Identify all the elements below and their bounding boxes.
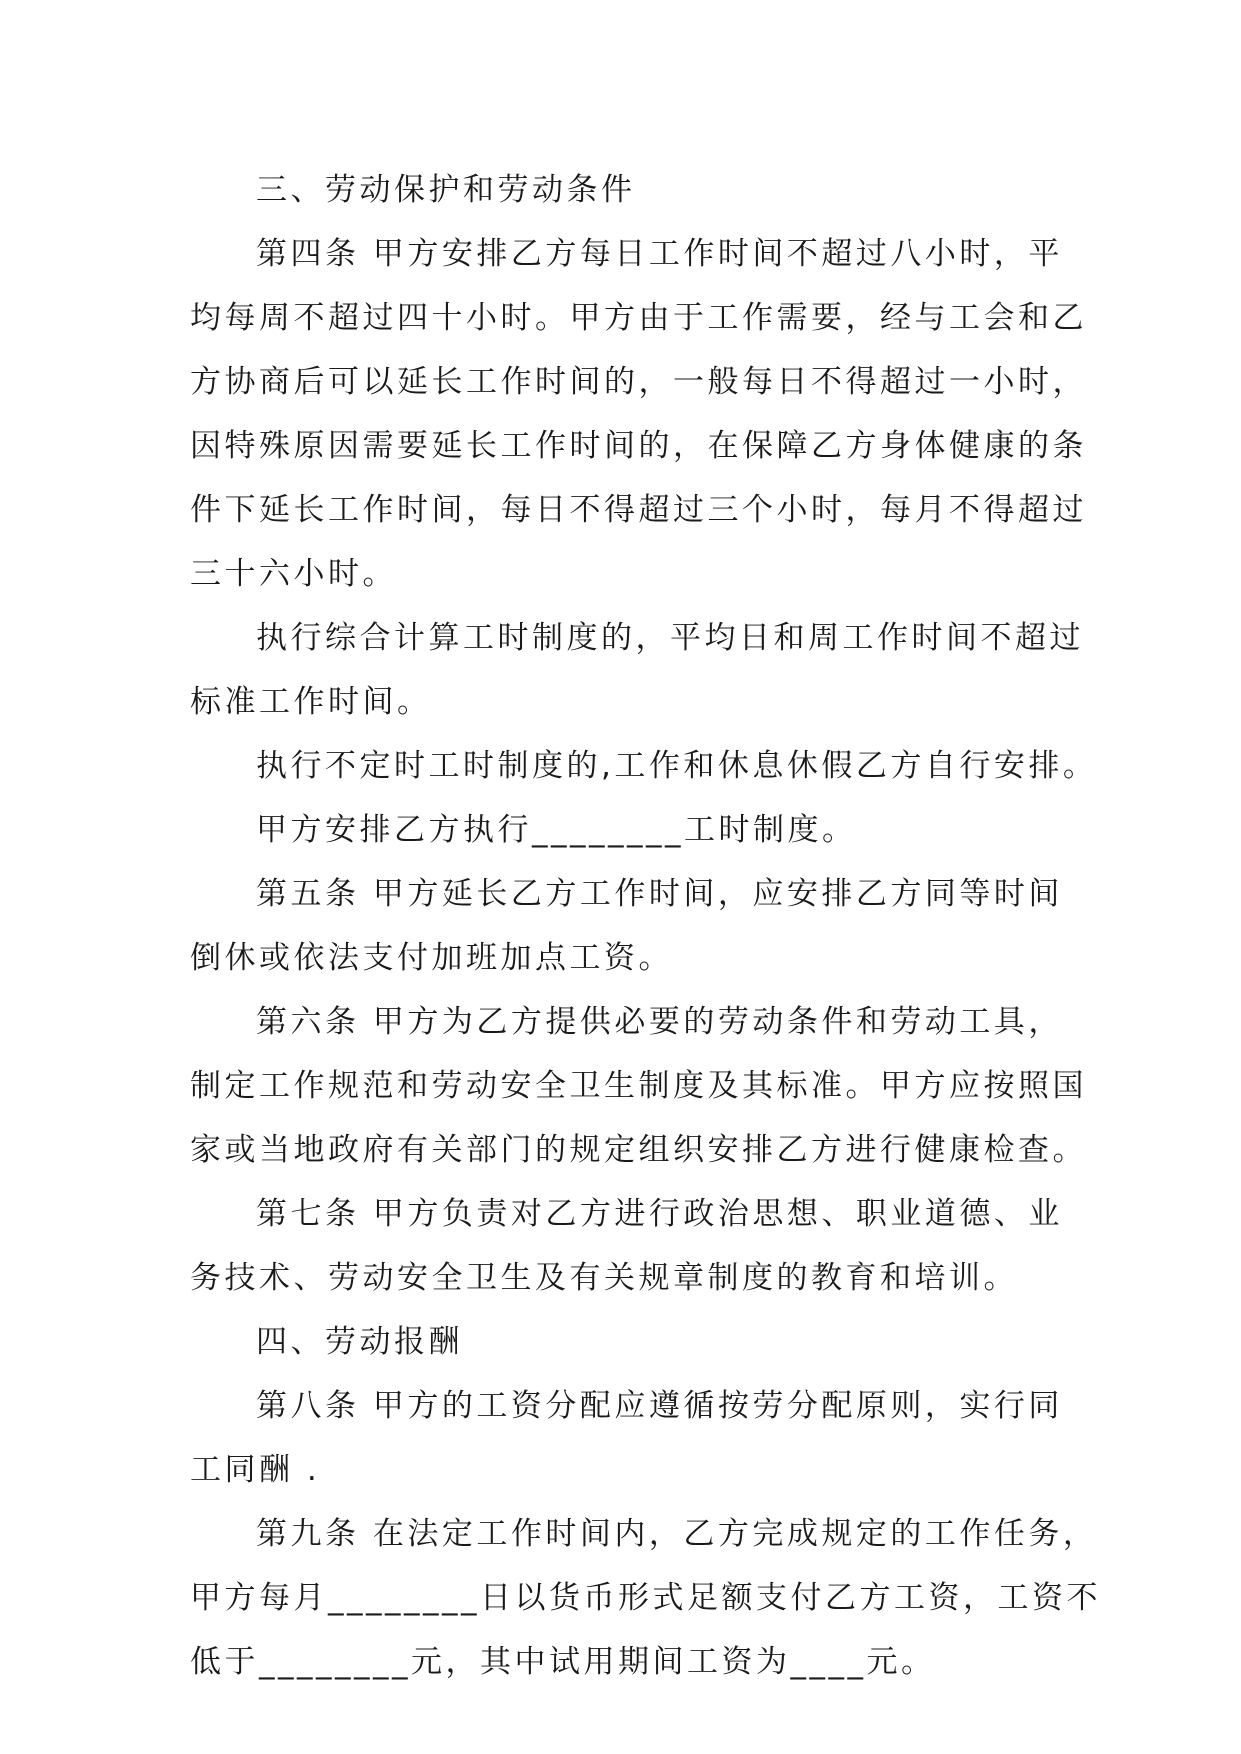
section-heading-labor-protection: 三、劳动保护和劳动条件 — [256, 172, 636, 208]
article-7-line: 务技术、劳动安全卫生及有关规章制度的教育和培训。 — [190, 1260, 1018, 1296]
comprehensive-hours-line: 执行综合计算工时制度的，平均日和周工作时间不超过 — [256, 620, 1084, 656]
article-5-line: 倒休或依法支付加班加点工资。 — [190, 940, 673, 976]
article-4-line: 方协商后可以延长工作时间的，一般每日不得超过一小时， — [190, 364, 1087, 400]
article-7-line: 第七条 甲方负责对乙方进行政治思想、职业道德、业 — [256, 1196, 1063, 1232]
article-9-line: 第九条 在法定工作时间内，乙方完成规定的工作任务， — [256, 1516, 1098, 1552]
article-4-line: 三十六小时。 — [190, 556, 397, 592]
article-4-line: 第四条 甲方安排乙方每日工作时间不超过八小时，平 — [256, 236, 1063, 272]
article-4-line: 均每周不超过四十小时。甲方由于工作需要，经与工会和乙 — [190, 300, 1087, 336]
article-8-line: 工同酬 . — [190, 1452, 321, 1488]
article-6-line: 家或当地政府有关部门的规定组织安排乙方进行健康检查。 — [190, 1132, 1087, 1168]
article-5-line: 第五条 甲方延长乙方工作时间，应安排乙方同等时间 — [256, 876, 1063, 912]
contract-body — [190, 158, 1101, 1694]
flexible-hours-line: 执行不定时工时制度的,工作和休息休假乙方自行安排。 — [256, 748, 1098, 784]
article-6-line: 制定工作规范和劳动安全卫生制度及其标准。甲方应按照国 — [190, 1068, 1087, 1104]
article-4-line: 因特殊原因需要延长工作时间的，在保障乙方身体健康的条 — [190, 428, 1087, 464]
article-9-line: 甲方每月________日以货币形式足额支付乙方工资，工资不 — [190, 1580, 1101, 1616]
article-4-line: 件下延长工作时间，每日不得超过三个小时，每月不得超过 — [190, 492, 1087, 528]
section-heading-remuneration: 四、劳动报酬 — [256, 1324, 463, 1360]
article-6-line: 第六条 甲方为乙方提供必要的劳动条件和劳动工具， — [256, 1004, 1063, 1040]
comprehensive-hours-line: 标准工作时间。 — [190, 684, 432, 720]
article-9-line: 低于________元，其中试用期间工资为____元。 — [190, 1644, 936, 1680]
article-8-line: 第八条 甲方的工资分配应遵循按劳分配原则，实行同 — [256, 1388, 1063, 1424]
working-hours-system-line: 甲方安排乙方执行________工时制度。 — [256, 812, 857, 848]
